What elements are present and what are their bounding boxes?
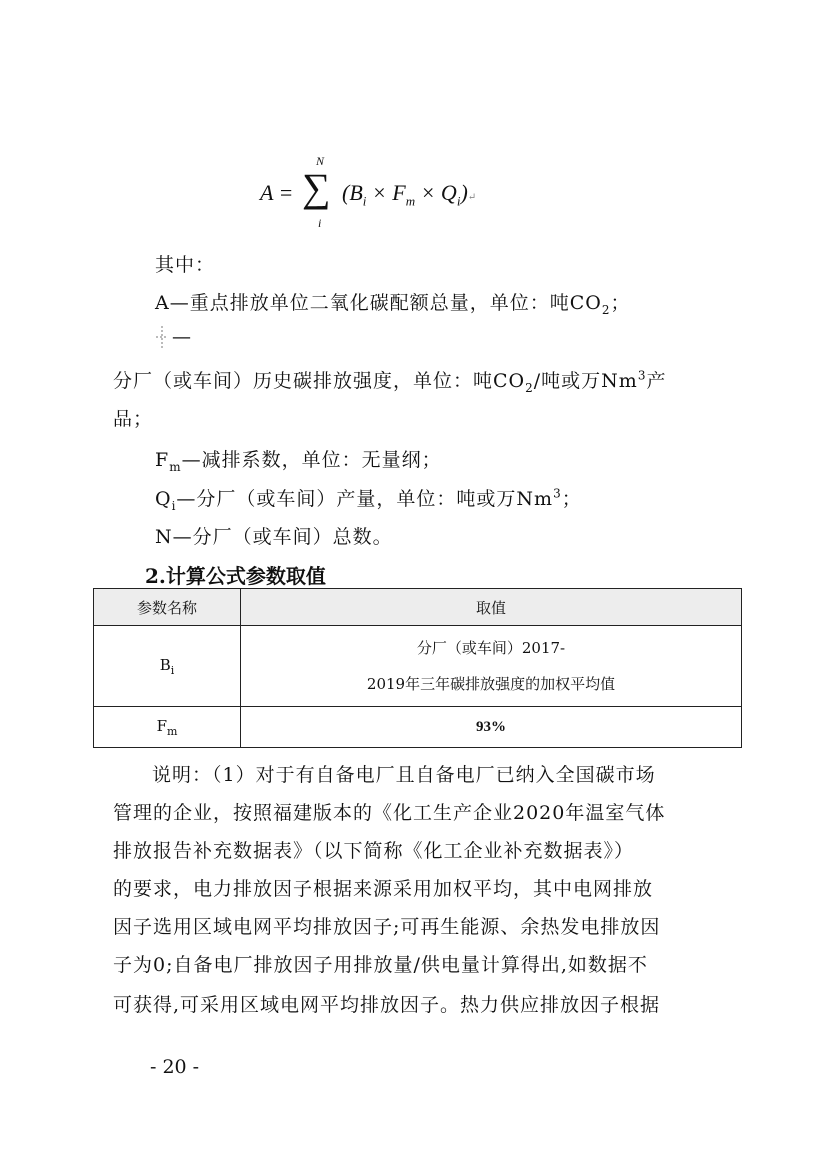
definition-b-continued: 品； (113, 408, 154, 430)
table-cell-value: 分厂（或车间）2017- 2019年三年碳排放强度的加权平均值 (241, 626, 742, 707)
paragraph-mark-icon: ↵ (467, 192, 477, 203)
formula-body: ($B_i \times F_m$ × $Q_i)↵$ (342, 180, 477, 209)
table-header-value: 取值 (241, 589, 742, 626)
sum-lower-limit: i (318, 216, 322, 230)
definition-n: N—分厂（或车间）总数。 (155, 526, 393, 548)
sum-symbol: ∑ (302, 165, 331, 210)
page-number: - 20 - (150, 1056, 200, 1078)
explanation-line: 排放报告补充数据表》（以下简称《化工企业补充数据表》） (113, 840, 635, 862)
definitions-intro: 其中： (155, 254, 216, 276)
formula-lhs: A = (260, 180, 294, 205)
parameter-table (93, 588, 742, 748)
definition-b: 分厂（或车间）历史碳排放强度，单位：吨$CO_2/$吨或万Nm$^3$产 (113, 368, 667, 395)
explanation-line: 子为0;自备电厂排放因子用排放量/供电量计算得出,如数据不 (113, 954, 648, 976)
explanation-line: 说明：（1）对于有自备电厂且自备电厂已纳入全国碳市场 (152, 764, 656, 786)
explanation-line: 的要求，电力排放因子根据来源采用加权平均，其中电网排放 (113, 878, 654, 900)
table-cell-param: $F_m$ (94, 707, 241, 748)
definition-f: $F_m—$减排系数，单位：无量纲； (155, 449, 442, 474)
table-cell-value: 93% (241, 707, 742, 748)
missing-formula-glyph-icon (155, 326, 169, 351)
explanation-line: 管理的企业，按照福建版本的《化工生产企业2020年温室气体 (113, 802, 666, 824)
table-cell-param: $B_i$ (94, 626, 241, 707)
table-row (94, 626, 742, 707)
section-heading: 2.计算公式参数取值 (145, 564, 326, 588)
explanation-line: 因子选用区域电网平均排放因子;可再生能源、余热发电排放因 (113, 916, 661, 938)
table-row (94, 707, 742, 748)
table-header-param: 参数名称 (94, 589, 241, 626)
definition-b-dash: — (172, 326, 192, 348)
definition-a: A—重点排放单位二氧化碳配额总量，单位：吨$CO_2$； (155, 292, 631, 317)
definition-q: $Q_i—$分厂（或车间）产量，单位：吨或万Nm$^3$； (155, 486, 582, 513)
allocation-formula (258, 154, 498, 238)
table-header-row (94, 589, 742, 626)
sum-upper-limit: N (316, 154, 325, 168)
explanation-line: 可获得,可采用区域电网平均排放因子。热力供应排放因子根据 (113, 994, 661, 1016)
